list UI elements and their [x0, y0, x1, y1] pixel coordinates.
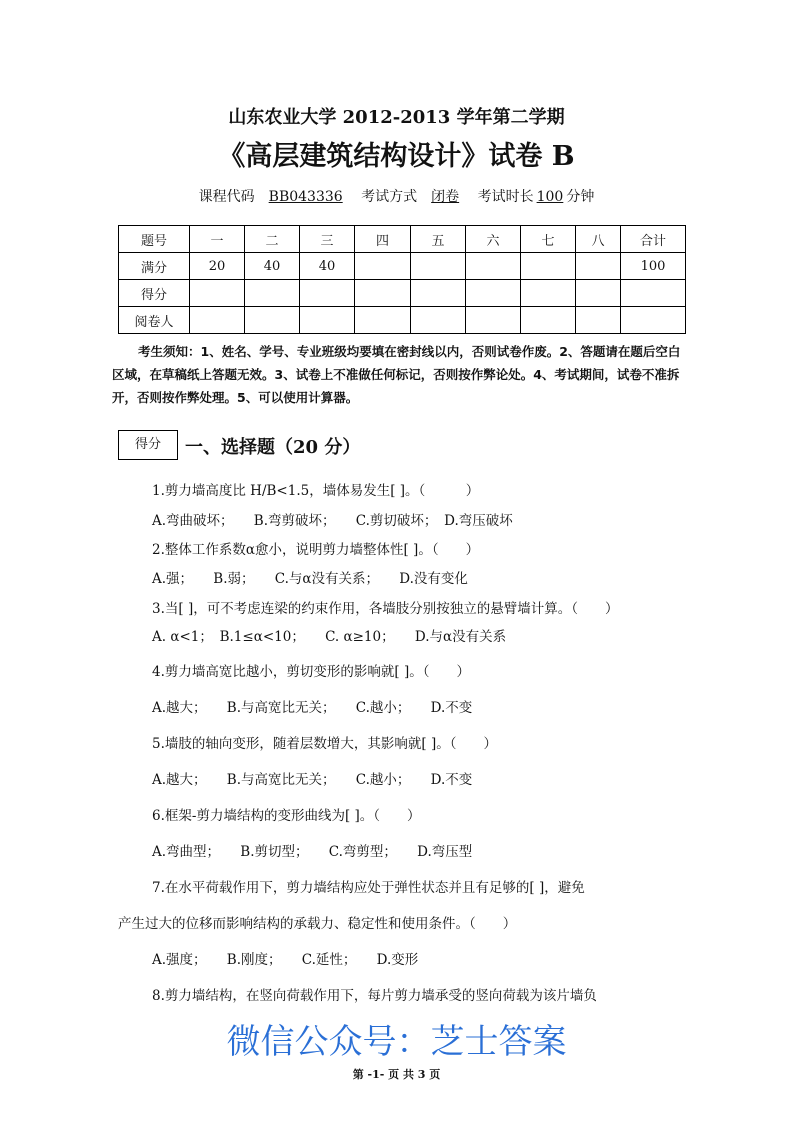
answer-options: A.强度； B.刚度； C.延性； D.变形: [152, 952, 419, 968]
score-cell: 七: [521, 226, 576, 253]
question-text: 6.框架-剪力墙结构的变形曲线为[ ]。（ ）: [152, 808, 421, 824]
score-cell: [521, 253, 576, 280]
score-cell: 100: [621, 253, 686, 280]
score-cell: [411, 307, 466, 334]
question-text: 产生过大的位移而影响结构的承载力、稳定性和使用条件。（ ）: [118, 916, 517, 932]
score-table-row: [119, 253, 686, 280]
score-cell: 合计: [621, 226, 686, 253]
duration: 100: [536, 189, 564, 205]
score-cell: 二: [245, 226, 300, 253]
answer-options: A.弯曲破坏； B.弯剪破坏； C.剪切破坏； D.弯压破坏: [152, 513, 513, 529]
score-cell: [466, 253, 521, 280]
score-cell: [621, 307, 686, 334]
course-code-label: 课程代码: [198, 189, 255, 205]
score-table-row: [119, 307, 686, 334]
score-cell: [190, 307, 245, 334]
score-cell: [355, 307, 411, 334]
course-info: [0, 186, 793, 206]
score-cell: [355, 253, 411, 280]
section-score-box: 得分: [118, 430, 178, 460]
score-cell: [576, 280, 621, 307]
score-cell: 40: [300, 253, 355, 280]
page-footer: 第 -1- 页 共 3 页: [352, 1068, 441, 1081]
question-text: 8.剪力墙结构，在竖向荷载作用下，每片剪力墙承受的竖向荷载为该片墙负: [152, 988, 597, 1004]
exam-title: 《高层建筑结构设计》试卷 B: [218, 141, 575, 172]
score-cell: [576, 307, 621, 334]
score-table: [118, 225, 686, 334]
score-cell: 六: [466, 226, 521, 253]
section-title: 一、选择题（20 分）: [185, 437, 361, 458]
score-cell: [411, 253, 466, 280]
score-cell: 五: [411, 226, 466, 253]
answer-options: A.越大； B.与高宽比无关； C.越小； D.不变: [152, 700, 473, 716]
exam-mode-label: 考试方式: [361, 189, 418, 205]
course-code: BB043336: [268, 189, 343, 205]
question-text: 2.整体工作系数α愈小，说明剪力墙整体性[ ]。（ ）: [152, 542, 480, 558]
duration-unit: 分钟: [566, 189, 595, 205]
score-cell: [355, 280, 411, 307]
score-cell: [521, 280, 576, 307]
score-cell: 八: [576, 226, 621, 253]
exam-mode: 闭卷: [431, 189, 460, 205]
score-cell: 一: [190, 226, 245, 253]
score-cell: [190, 280, 245, 307]
answer-options: A.越大； B.与高宽比无关； C.越小； D.不变: [152, 772, 473, 788]
answer-options: A. α<1； B.1≤α<10； C. α≥10； D.与α没有关系: [152, 629, 507, 645]
question-text: 7.在水平荷载作用下，剪力墙结构应处于弹性状态并且有足够的[ ]，避免: [152, 880, 585, 896]
score-cell: 阅卷人: [119, 307, 190, 334]
question-text: 3.当[ ]，可不考虑连梁的约束作用，各墙肢分别按独立的悬臂墙计算。（ ）: [152, 601, 619, 617]
score-cell: [466, 280, 521, 307]
score-cell: 三: [300, 226, 355, 253]
score-table-row: [119, 280, 686, 307]
score-cell: [411, 280, 466, 307]
score-cell: [300, 307, 355, 334]
watermark: 微信公众号：芝士答案: [226, 1022, 567, 1062]
score-cell: [621, 280, 686, 307]
score-cell: [466, 307, 521, 334]
score-cell: [521, 307, 576, 334]
exam-notice: 考生须知：1、姓名、学号、专业班级均要填在密封线以内，否则试卷作废。2、答题请在题后空白区域，在草稿纸上答题无效。3、试卷上不准做任何标记，否则按作弊论处。4、考试期间，试卷不准拆开，否则按作弊处理。5、可以使用计算器。: [112, 344, 681, 405]
score-cell: 20: [190, 253, 245, 280]
score-table-row: [119, 226, 686, 253]
score-cell: 四: [355, 226, 411, 253]
score-cell: 满分: [119, 253, 190, 280]
question-text: 4.剪力墙高宽比越小，剪切变形的影响就[ ]。（ ）: [152, 664, 470, 680]
score-cell: [245, 307, 300, 334]
score-cell: [245, 280, 300, 307]
score-cell: 题号: [119, 226, 190, 253]
answer-options: A.弯曲型； B.剪切型； C.弯剪型； D.弯压型: [152, 844, 473, 860]
score-cell: [300, 280, 355, 307]
duration-label: 考试时长: [477, 189, 534, 205]
score-cell: 40: [245, 253, 300, 280]
score-cell: 得分: [119, 280, 190, 307]
score-cell: [576, 253, 621, 280]
school-term-line: 山东农业大学 2012-2013 学年第二学期: [228, 107, 565, 128]
question-text: 5.墙肢的轴向变形，随着层数增大，其影响就[ ]。（ ）: [152, 736, 497, 752]
answer-options: A.强； B.弱； C.与α没有关系； D.没有变化: [152, 571, 468, 587]
question-text: 1.剪力墙高度比 H/B<1.5，墙体易发生[ ]。（ ）: [152, 483, 480, 499]
